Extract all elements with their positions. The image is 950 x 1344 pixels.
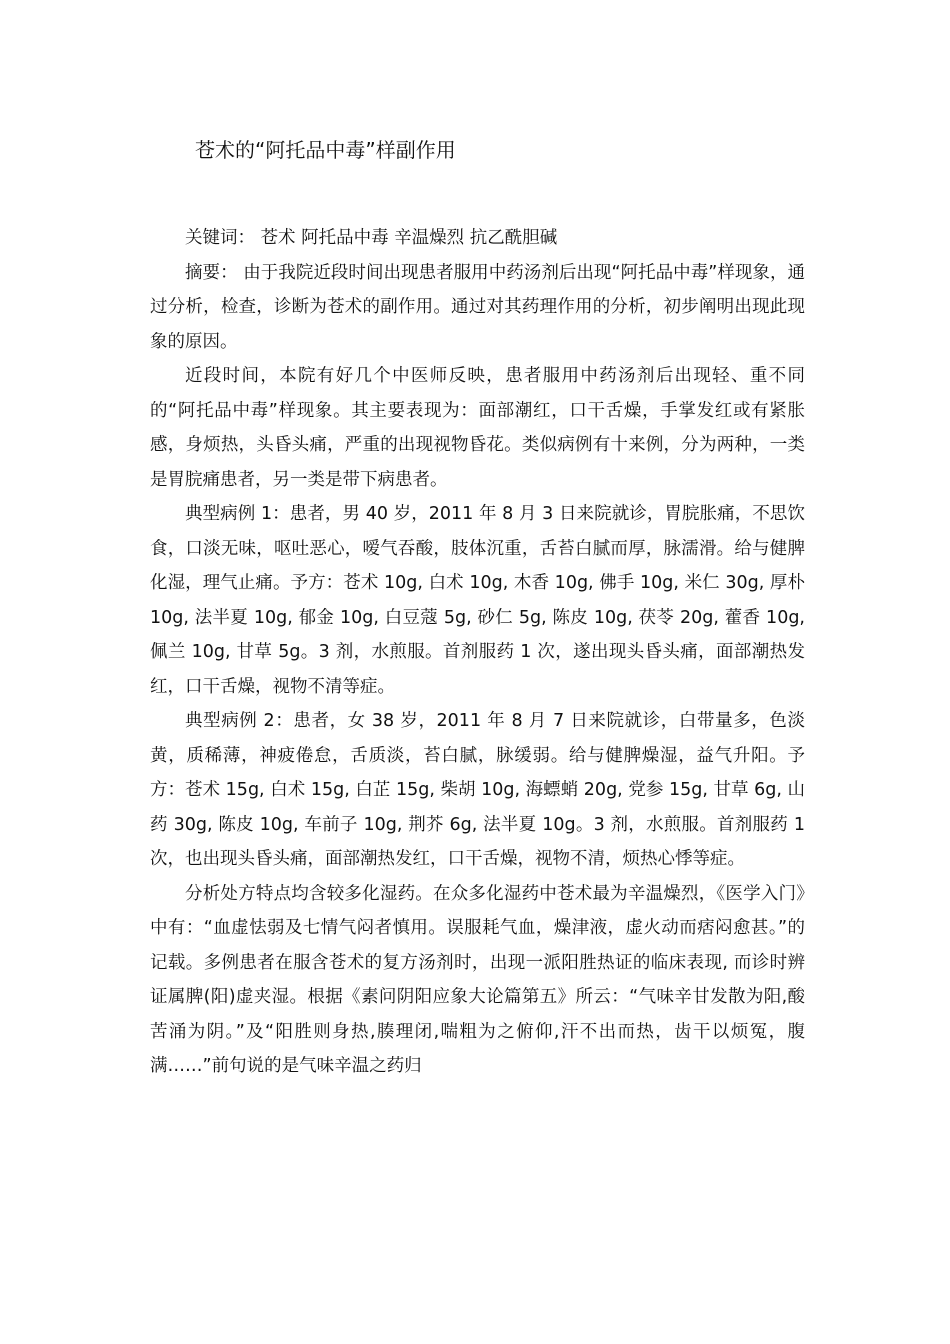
analysis-paragraph: 分析处方特点均含较多化湿药。在众多化湿药中苍术最为辛温燥烈，《医学入门》中有：“血虚怯弱及七情气闷者慎用。误服耗气血，燥津液，虚火动而痞闷愈甚。”的记载。多例患者在服含苍术的复方汤剂时，出现一派阳胜热证的临床表现, 而诊时辨证属脾(阳)虚夹湿。根据《素问阴阳应象大论篇第五》所云：“气味辛甘发散为阳,酸苦涌为阴。”及“阳胜则身热,腠理闭,喘粗为之俯仰,汗不出而热，齿干以烦冤，腹满……”前句说的是气味辛温之药归 xyxy=(150,883,805,1076)
abstract-paragraph: 摘要： 由于我院近段时间出现患者服用中药汤剂后出现“阿托品中毒”样现象，通过分析，检查，诊断为苍术的副作用。通过对其药理作用的分析，初步阐明出现此现象的原因。 xyxy=(150,262,805,352)
intro-paragraph: 近段时间，本院有好几个中医师反映，患者服用中药汤剂后出现轻、重不同的“阿托品中毒”样现象。其主要表现为：面部潮红，口干舌燥，手掌发红或有紧胀感，身烦热，头昏头痛，严重的出现视物昏花。类似病例有十来例，分为两种，一类是胃脘痛患者，另一类是带下病患者。 xyxy=(150,366,805,490)
document-body xyxy=(150,221,805,1084)
case-2-paragraph: 典型病例 2：患者，女 38 岁，2011 年 8 月 7 日来院就诊，白带量多，色淡黄，质稀薄，神疲倦怠，舌质淡，苔白腻，脉缓弱。给与健脾燥湿，益气升阳。予方：苍术 15g, 白术 15g, 白芷 15g, 柴胡 10g, 海螵蛸 20g, 党参 15g, 甘草 6g, 山药 30g, 陈皮 10g, 车前子 10g, 荆芥 6g, 法半夏 10g。3 剂，水煎服。首剂服药 1 次，也出现头昏头痛，面部潮热发红，口干舌燥，视物不清，烦热心悸等症。 xyxy=(150,711,805,869)
case-1-paragraph: 典型病例 1：患者，男 40 岁，2011 年 8 月 3 日来院就诊，胃脘胀痛，不思饮食，口淡无味，呕吐恶心，嗳气吞酸，肢体沉重，舌苔白腻而厚，脉濡滑。给与健脾化湿，理气止痛。予方：苍术 10g, 白术 10g, 木香 10g, 佛手 10g, 米仁 30g, 厚朴 10g, 法半夏 10g, 郁金 10g, 白豆蔻 5g, 砂仁 5g, 陈皮 10g, 茯苓 20g, 藿香 10g, 佩兰 10g, 甘草 5g。3 剂，水煎服。首剂服药 1 次，遂出现头昏头痛，面部潮热发红，口干舌燥，视物不清等症。 xyxy=(150,504,805,697)
document-title: 苍术的“阿托品中毒”样副作用 xyxy=(195,138,456,162)
keywords-paragraph: 关键词： 苍术 阿托品中毒 辛温燥烈 抗乙酰胆碱 xyxy=(185,228,558,248)
